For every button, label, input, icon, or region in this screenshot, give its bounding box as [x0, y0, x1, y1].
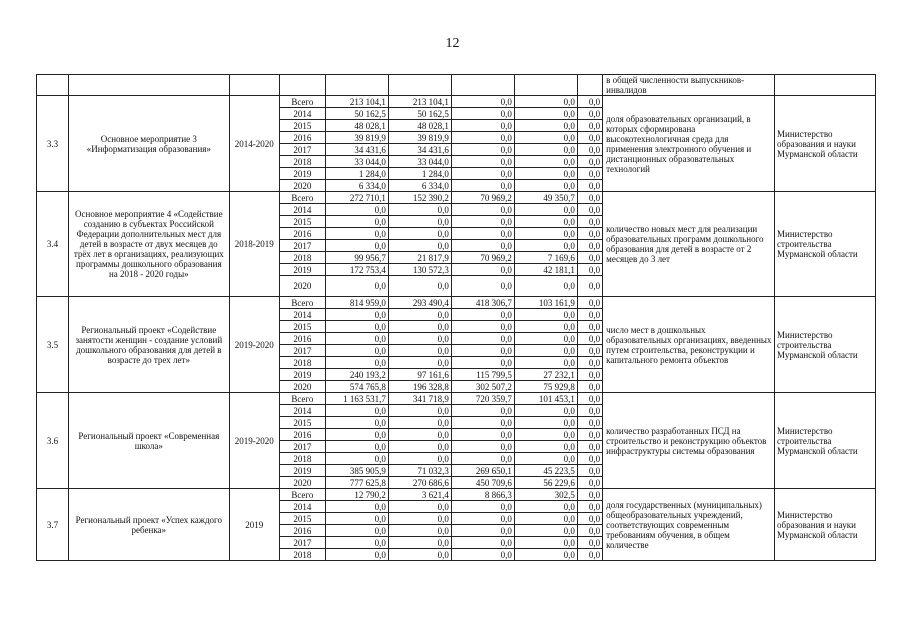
other-sources: 0,0: [577, 381, 602, 393]
local-budget: 56 229,6: [514, 477, 577, 489]
total-amount: 0,0: [325, 216, 388, 228]
year-label: 2014: [279, 405, 325, 417]
regional-budget: 0,0: [388, 549, 451, 561]
other-sources: 0,0: [577, 345, 602, 357]
federal-budget: 0,0: [451, 549, 514, 561]
cell: [577, 75, 602, 96]
table-row: [37, 96, 876, 108]
year-label: Всего: [279, 192, 325, 204]
regional-budget: 0,0: [388, 276, 451, 297]
other-sources: 0,0: [577, 537, 602, 549]
federal-budget: 0,0: [451, 240, 514, 252]
indicator-cell: доля государственных (муниципальных) общеобразовательных учреждений, соответствующих современным требованиям обучения, в общем количестве: [603, 489, 775, 561]
local-budget: 101 453,1: [514, 393, 577, 405]
regional-budget: 152 390,2: [388, 192, 451, 204]
total-amount: 240 193,2: [325, 369, 388, 381]
regional-budget: 0,0: [388, 240, 451, 252]
local-budget: 42 181,1: [514, 264, 577, 276]
total-amount: 39 819,9: [325, 132, 388, 144]
year-label: 2019: [279, 369, 325, 381]
year-label: 2017: [279, 345, 325, 357]
federal-budget: 0,0: [451, 276, 514, 297]
regional-budget: 0,0: [388, 228, 451, 240]
local-budget: 0,0: [514, 144, 577, 156]
year-label: 2019: [279, 465, 325, 477]
regional-budget: 0,0: [388, 525, 451, 537]
regional-budget: 33 044,0: [388, 156, 451, 168]
other-sources: 0,0: [577, 264, 602, 276]
total-amount: 0,0: [325, 441, 388, 453]
federal-budget: 0,0: [451, 120, 514, 132]
total-amount: 48 028,1: [325, 120, 388, 132]
table-row: [37, 192, 876, 204]
year-label: 2020: [279, 276, 325, 297]
total-amount: 0,0: [325, 417, 388, 429]
local-budget: 0,0: [514, 204, 577, 216]
other-sources: 0,0: [577, 333, 602, 345]
regional-budget: 0,0: [388, 333, 451, 345]
total-amount: 12 790,2: [325, 489, 388, 501]
total-amount: 50 162,5: [325, 108, 388, 120]
year-label: 2016: [279, 429, 325, 441]
total-amount: 0,0: [325, 309, 388, 321]
total-amount: 272 710,1: [325, 192, 388, 204]
cell: [69, 75, 229, 96]
local-budget: 0,0: [514, 156, 577, 168]
row-number: 3.4: [37, 192, 69, 297]
federal-budget: 0,0: [451, 537, 514, 549]
other-sources: 0,0: [577, 156, 602, 168]
indicator-cell: число мест в дошкольных образовательных организациях, введенных путем строительства, реконструкции и капитального ремонта объектов: [603, 297, 775, 393]
regional-budget: 270 686,6: [388, 477, 451, 489]
federal-budget: 0,0: [451, 345, 514, 357]
federal-budget: 418 306,7: [451, 297, 514, 309]
local-budget: 0,0: [514, 309, 577, 321]
federal-budget: 0,0: [451, 264, 514, 276]
regional-budget: 196 328,8: [388, 381, 451, 393]
other-sources: 0,0: [577, 252, 602, 264]
total-amount: 34 431,6: [325, 144, 388, 156]
local-budget: 0,0: [514, 276, 577, 297]
total-amount: 0,0: [325, 357, 388, 369]
other-sources: 0,0: [577, 168, 602, 180]
page-number: 12: [445, 36, 460, 51]
other-sources: 0,0: [577, 405, 602, 417]
local-budget: 0,0: [514, 228, 577, 240]
year-label: 2018: [279, 453, 325, 465]
other-sources: 0,0: [577, 144, 602, 156]
federal-budget: 0,0: [451, 168, 514, 180]
total-amount: 6 334,0: [325, 180, 388, 192]
row-number: 3.5: [37, 297, 69, 393]
regional-budget: 0,0: [388, 216, 451, 228]
local-budget: 0,0: [514, 168, 577, 180]
local-budget: 0,0: [514, 180, 577, 192]
regional-budget: 48 028,1: [388, 120, 451, 132]
total-amount: 0,0: [325, 513, 388, 525]
year-label: 2020: [279, 477, 325, 489]
local-budget: 103 161,9: [514, 297, 577, 309]
measure-name: Региональный проект «Содействие занятости женщин - создание условий дошкольного образования для детей в возрасте до трех лет»: [69, 297, 229, 393]
regional-budget: 0,0: [388, 321, 451, 333]
year-label: 2015: [279, 417, 325, 429]
other-sources: 0,0: [577, 321, 602, 333]
local-budget: 49 350,7: [514, 192, 577, 204]
federal-budget: 0,0: [451, 156, 514, 168]
local-budget: 0,0: [514, 240, 577, 252]
year-label: 2018: [279, 549, 325, 561]
indicator-cell: количество разработанных ПСД на строительство и реконструкцию объектов инфраструктуры системы образования: [603, 393, 775, 489]
indicator-cell: в общей численности выпускников-инвалидов: [603, 75, 775, 96]
table-row-continuation: [37, 75, 876, 96]
period: 2019-2020: [229, 297, 279, 393]
other-sources: 0,0: [577, 393, 602, 405]
federal-budget: 8 866,3: [451, 489, 514, 501]
local-budget: 0,0: [514, 333, 577, 345]
period: 2014-2020: [229, 96, 279, 192]
year-label: 2015: [279, 321, 325, 333]
total-amount: 0,0: [325, 204, 388, 216]
federal-budget: 115 799,5: [451, 369, 514, 381]
other-sources: 0,0: [577, 192, 602, 204]
responsible-cell: Министерство строительства Мурманской области: [775, 192, 876, 297]
table-row: [37, 393, 876, 405]
period: 2019-2020: [229, 393, 279, 489]
indicator-cell: доля образовательных организаций, в которых сформирована высокотехнологичная среда для применения электронного обучения и дистанционных образовательных технологий: [603, 96, 775, 192]
other-sources: 0,0: [577, 525, 602, 537]
total-amount: 99 956,7: [325, 252, 388, 264]
cell: [279, 75, 325, 96]
total-amount: 0,0: [325, 549, 388, 561]
table-row: [37, 297, 876, 309]
federal-budget: 0,0: [451, 321, 514, 333]
local-budget: 0,0: [514, 345, 577, 357]
regional-budget: 293 490,4: [388, 297, 451, 309]
local-budget: 302,5: [514, 489, 577, 501]
year-label: Всего: [279, 297, 325, 309]
total-amount: 0,0: [325, 453, 388, 465]
responsible-cell: Министерство строительства Мурманской области: [775, 297, 876, 393]
total-amount: 33 044,0: [325, 156, 388, 168]
other-sources: 0,0: [577, 465, 602, 477]
regional-budget: 0,0: [388, 204, 451, 216]
local-budget: 0,0: [514, 441, 577, 453]
federal-budget: 0,0: [451, 228, 514, 240]
row-number: 3.3: [37, 96, 69, 192]
year-label: 2016: [279, 228, 325, 240]
regional-budget: 0,0: [388, 357, 451, 369]
total-amount: 0,0: [325, 333, 388, 345]
regional-budget: 0,0: [388, 429, 451, 441]
year-label: 2015: [279, 120, 325, 132]
regional-budget: 0,0: [388, 441, 451, 453]
regional-budget: 0,0: [388, 417, 451, 429]
regional-budget: 0,0: [388, 501, 451, 513]
total-amount: 574 765,8: [325, 381, 388, 393]
federal-budget: 0,0: [451, 132, 514, 144]
regional-budget: 71 032,3: [388, 465, 451, 477]
regional-budget: 21 817,9: [388, 252, 451, 264]
local-budget: 0,0: [514, 453, 577, 465]
regional-budget: 0,0: [388, 537, 451, 549]
year-label: 2019: [279, 168, 325, 180]
federal-budget: 0,0: [451, 525, 514, 537]
other-sources: 0,0: [577, 513, 602, 525]
other-sources: 0,0: [577, 453, 602, 465]
regional-budget: 0,0: [388, 513, 451, 525]
total-amount: 213 104,1: [325, 96, 388, 108]
federal-budget: 70 969,2: [451, 252, 514, 264]
federal-budget: 269 650,1: [451, 465, 514, 477]
total-amount: 0,0: [325, 429, 388, 441]
federal-budget: 720 359,7: [451, 393, 514, 405]
regional-budget: 6 334,0: [388, 180, 451, 192]
other-sources: 0,0: [577, 477, 602, 489]
local-budget: 75 929,8: [514, 381, 577, 393]
federal-budget: 0,0: [451, 441, 514, 453]
year-label: 2014: [279, 108, 325, 120]
measures-table: [36, 74, 876, 561]
measure-name: Основное мероприятие 3 «Информатизация образования»: [69, 96, 229, 192]
responsible-cell: Министерство образования и науки Мурманской области: [775, 489, 876, 561]
total-amount: 0,0: [325, 276, 388, 297]
year-label: 2020: [279, 381, 325, 393]
local-budget: 0,0: [514, 216, 577, 228]
total-amount: 0,0: [325, 240, 388, 252]
federal-budget: 0,0: [451, 417, 514, 429]
other-sources: 0,0: [577, 96, 602, 108]
other-sources: 0,0: [577, 120, 602, 132]
period: 2018-2019: [229, 192, 279, 297]
other-sources: 0,0: [577, 132, 602, 144]
total-amount: 1 284,0: [325, 168, 388, 180]
regional-budget: 50 162,5: [388, 108, 451, 120]
regional-budget: 0,0: [388, 405, 451, 417]
federal-budget: 0,0: [451, 429, 514, 441]
federal-budget: 0,0: [451, 309, 514, 321]
federal-budget: 0,0: [451, 357, 514, 369]
year-label: 2018: [279, 357, 325, 369]
federal-budget: 450 709,6: [451, 477, 514, 489]
year-label: 2014: [279, 204, 325, 216]
table-body: [37, 75, 876, 561]
local-budget: 7 169,6: [514, 252, 577, 264]
local-budget: 0,0: [514, 501, 577, 513]
year-label: 2017: [279, 441, 325, 453]
other-sources: 0,0: [577, 240, 602, 252]
regional-budget: 130 572,3: [388, 264, 451, 276]
regional-budget: 3 621,4: [388, 489, 451, 501]
local-budget: 0,0: [514, 525, 577, 537]
local-budget: 0,0: [514, 417, 577, 429]
year-label: Всего: [279, 393, 325, 405]
year-label: Всего: [279, 96, 325, 108]
year-label: 2017: [279, 144, 325, 156]
measure-name: Региональный проект «Современная школа»: [69, 393, 229, 489]
total-amount: 0,0: [325, 537, 388, 549]
total-amount: 1 163 531,7: [325, 393, 388, 405]
indicator-cell: количество новых мест для реализации образовательных программ дошкольного образования для детей в возрасте от 2 месяцев до 3 лет: [603, 192, 775, 297]
regional-budget: 341 718,9: [388, 393, 451, 405]
federal-budget: 0,0: [451, 405, 514, 417]
regional-budget: 39 819,9: [388, 132, 451, 144]
year-label: 2016: [279, 333, 325, 345]
other-sources: 0,0: [577, 489, 602, 501]
year-label: 2020: [279, 180, 325, 192]
local-budget: 0,0: [514, 120, 577, 132]
total-amount: 0,0: [325, 525, 388, 537]
federal-budget: 0,0: [451, 216, 514, 228]
measure-name: Основное мероприятие 4 «Содействие созданию в субъектах Российской Федерации дополнительных мест для детей в возрасте от двух месяцев до трёх лет в организациях, реализующих программы дошкольного образования на 2018 - 2020 годы»: [69, 192, 229, 297]
local-budget: 0,0: [514, 405, 577, 417]
total-amount: 814 959,0: [325, 297, 388, 309]
total-amount: 0,0: [325, 321, 388, 333]
total-amount: 777 625,8: [325, 477, 388, 489]
federal-budget: 0,0: [451, 453, 514, 465]
other-sources: 0,0: [577, 549, 602, 561]
local-budget: 0,0: [514, 429, 577, 441]
other-sources: 0,0: [577, 108, 602, 120]
responsible-cell: Министерство образования и науки Мурманской области: [775, 96, 876, 192]
other-sources: 0,0: [577, 228, 602, 240]
federal-budget: 0,0: [451, 108, 514, 120]
cell: [229, 75, 279, 96]
row-number: 3.7: [37, 489, 69, 561]
year-label: Всего: [279, 489, 325, 501]
local-budget: 27 232,1: [514, 369, 577, 381]
federal-budget: 0,0: [451, 180, 514, 192]
cell: [37, 75, 69, 96]
cell: [775, 75, 876, 96]
year-label: 2016: [279, 525, 325, 537]
cell: [451, 75, 514, 96]
local-budget: 0,0: [514, 549, 577, 561]
local-budget: 0,0: [514, 321, 577, 333]
total-amount: 0,0: [325, 345, 388, 357]
federal-budget: 0,0: [451, 333, 514, 345]
year-label: 2017: [279, 240, 325, 252]
measure-name: Региональный проект «Успех каждого ребенка»: [69, 489, 229, 561]
cell: [514, 75, 577, 96]
other-sources: 0,0: [577, 309, 602, 321]
local-budget: 0,0: [514, 357, 577, 369]
regional-budget: 0,0: [388, 453, 451, 465]
regional-budget: 34 431,6: [388, 144, 451, 156]
year-label: 2015: [279, 216, 325, 228]
cell: [325, 75, 388, 96]
federal-budget: 70 969,2: [451, 192, 514, 204]
other-sources: 0,0: [577, 501, 602, 513]
local-budget: 45 223,5: [514, 465, 577, 477]
year-label: 2019: [279, 264, 325, 276]
regional-budget: 1 284,0: [388, 168, 451, 180]
other-sources: 0,0: [577, 204, 602, 216]
total-amount: 0,0: [325, 405, 388, 417]
other-sources: 0,0: [577, 180, 602, 192]
cell: [388, 75, 451, 96]
other-sources: 0,0: [577, 357, 602, 369]
total-amount: 0,0: [325, 501, 388, 513]
responsible-cell: Министерство строительства Мурманской области: [775, 393, 876, 489]
total-amount: 172 753,4: [325, 264, 388, 276]
federal-budget: 0,0: [451, 513, 514, 525]
regional-budget: 0,0: [388, 345, 451, 357]
local-budget: 0,0: [514, 108, 577, 120]
year-label: 2016: [279, 132, 325, 144]
local-budget: 0,0: [514, 132, 577, 144]
other-sources: 0,0: [577, 276, 602, 297]
period: 2019: [229, 489, 279, 561]
table-row: [37, 489, 876, 501]
year-label: 2018: [279, 252, 325, 264]
other-sources: 0,0: [577, 429, 602, 441]
local-budget: 0,0: [514, 96, 577, 108]
federal-budget: 0,0: [451, 204, 514, 216]
other-sources: 0,0: [577, 441, 602, 453]
local-budget: 0,0: [514, 513, 577, 525]
other-sources: 0,0: [577, 417, 602, 429]
total-amount: 0,0: [325, 228, 388, 240]
federal-budget: 302 507,2: [451, 381, 514, 393]
year-label: 2018: [279, 156, 325, 168]
federal-budget: 0,0: [451, 144, 514, 156]
year-label: 2017: [279, 537, 325, 549]
other-sources: 0,0: [577, 369, 602, 381]
regional-budget: 0,0: [388, 309, 451, 321]
other-sources: 0,0: [577, 216, 602, 228]
year-label: 2014: [279, 501, 325, 513]
regional-budget: 97 161,6: [388, 369, 451, 381]
other-sources: 0,0: [577, 297, 602, 309]
year-label: 2015: [279, 513, 325, 525]
regional-budget: 213 104,1: [388, 96, 451, 108]
row-number: 3.6: [37, 393, 69, 489]
local-budget: 0,0: [514, 537, 577, 549]
federal-budget: 0,0: [451, 96, 514, 108]
year-label: 2014: [279, 309, 325, 321]
federal-budget: 0,0: [451, 501, 514, 513]
total-amount: 385 905,9: [325, 465, 388, 477]
